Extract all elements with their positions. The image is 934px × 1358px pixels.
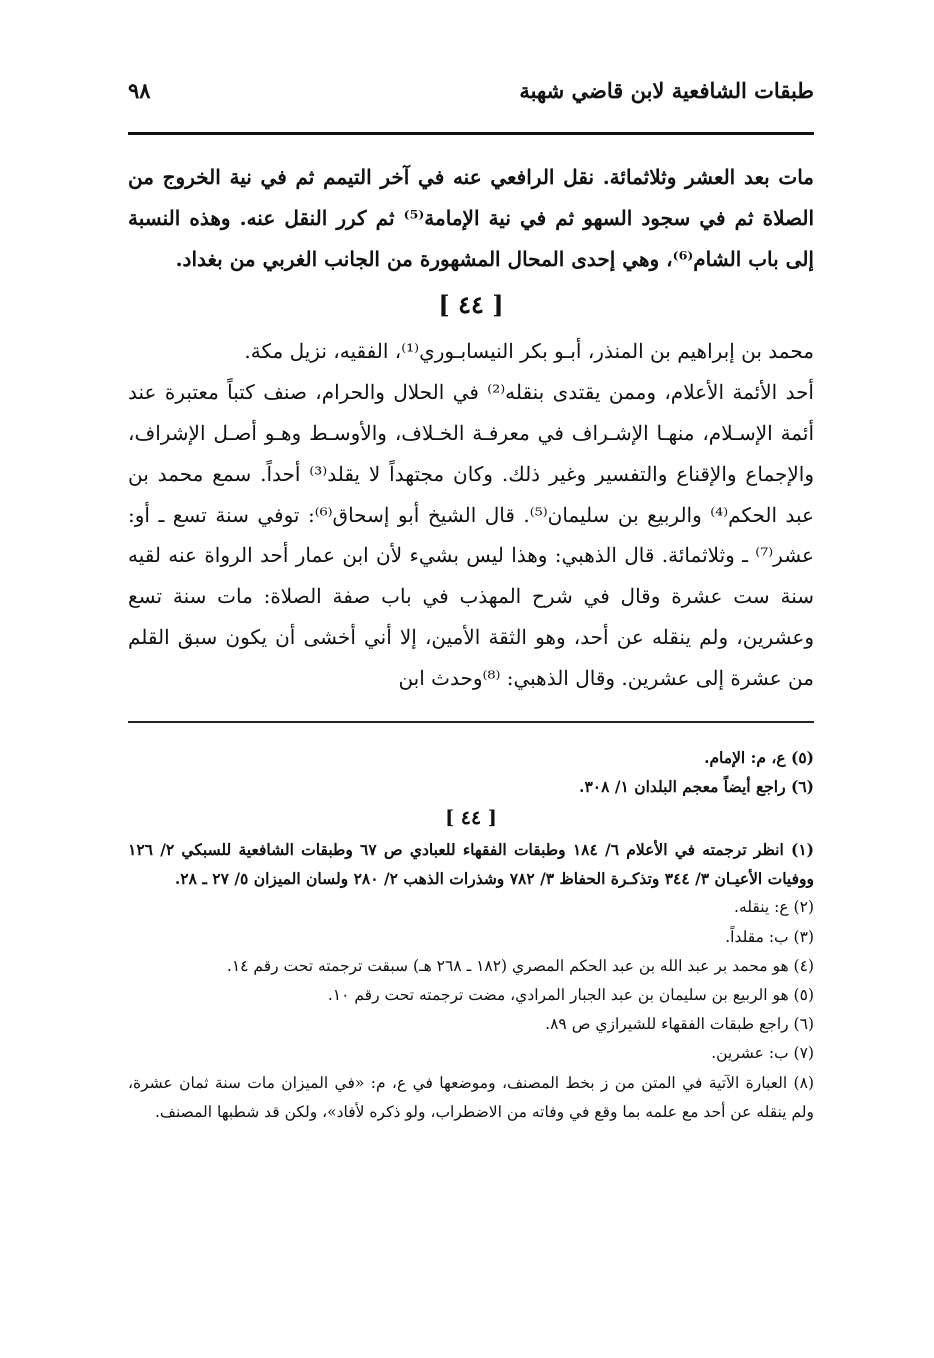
body-paragraph-continuation: مات بعد العشر وثلاثمائة. نقل الرافعي عنه في آخر التيمم ثم في نية الخروج من الصلاة ثم في سجود السهو ثم في نية الإمامة⁽⁵⁾ ثم كرر النقل عنه. وهذه النسبة إلى باب الشام⁽⁶⁾، وهي إحدى المحال المشهورة من الجانب الغربي من بغداد. — [128, 165, 814, 271]
footnote-item: (٦) راجع طبقات الفقهاء للشيرازي ص ٨٩. — [545, 1015, 814, 1034]
entry-opening-line: محمد بن إبراهيم بن المنذر، أبـو بكر النيسابـوري⁽¹⁾، الفقيه، نزيل مكة. — [244, 339, 814, 364]
footnote-entry-number: [ ٤٤ ] — [445, 806, 497, 829]
footnote-separator — [128, 721, 814, 723]
entry-body-paragraph: أحد الأئمة الأعلام، وممن يقتدى بنقله⁽²⁾ في الحلال والحرام، صنف كتباً معتبرة عند أئمة الإسـلام، منهـا الإشـراف في معرفـة الخـلاف، والأوسـط وهـو أصـل الإشراف، والإجماع والإقناع والتفسير وغير ذلك. وكان مجتهداً لا يقلد⁽³⁾ أحداً. سمع محمد بن عبد الحكم⁽⁴⁾ والربيع بن سليمان⁽⁵⁾. قال الشيخ أبو إسحاق⁽⁶⁾: توفي سنة تسع ـ أو: عشر⁽⁷⁾ ـ وثلاثمائة. قال الذهبي: وهذا ليس بشيء لأن ابن عمار أحد الرواة عنه لقيه سنة ست عشرة وقال في شرح المهذب في باب صفة الصلاة: مات سنة تسع وعشرين، ولم ينقله عن أحد، وهو الثقة الأمين، إلا أني أخشى أن يكون سبق القلم من عشرة إلى عشرين. وقال الذهبي: ⁽⁸⁾وحدث ابن — [128, 380, 815, 690]
footnote-item: (٤) هو محمد بر عبد الله بن عبد الحكم المصري (١٨٢ ـ ٢٦٨ هـ) سبقت ترجمته تحت رقم ١٤. — [226, 956, 814, 975]
footnote-item: (٨) العبارة الآتية في المتن من ز بخط المصنف، وموضعها في ع، م: «في الميزان مات سنة ثمان عشرة، ولم ينقله عن أحد مع علمه بما وقع في وفاته من الاضطراب، ولو ذكره لأفاد»، ولكن قد شطبها المصنف. — [128, 1073, 814, 1121]
entry-number-heading: [ ٤٤ ] — [438, 290, 504, 320]
footnotes-previous-entry — [128, 743, 814, 801]
footnote-item: (١) انظر ترجمته في الأعلام ٦/ ١٨٤ وطبقات الفقهاء للعبادي ص ٦٧ وطبقات الشافعية للسبكي ٢/ ١٢٦ ووفيات الأعيـان ٣/ ٣٤٤ وتذكـرة الحفاظ ٣/ ٧٨٢ وشذرات الذهب ٢/ ٢٨٠ ولسان الميزان ٥/ ٢٧ ـ ٢٨. — [128, 839, 815, 889]
footnote-item: (٥) ع، م: الإمام. — [704, 747, 814, 767]
book-page — [128, 78, 814, 1127]
footnotes-current-entry — [128, 835, 814, 1127]
footnote-item: (٦) راجع أيضاً معجم البلدان ١/ ٣٠٨. — [579, 776, 814, 796]
footnote-item: (٥) هو الربيع بن سليمان بن عبد الجبار المرادي، مضت ترجمته تحت رقم ١٠. — [327, 985, 814, 1004]
footnote-item: (٧) ب: عشرين. — [711, 1044, 814, 1063]
header-rule — [128, 132, 814, 135]
page-number: ٩٨ — [128, 78, 151, 103]
running-title: طبقات الشافعية لابن قاضي شهبة — [519, 78, 814, 103]
footnote-item: (٣) ب: مقلداً. — [725, 927, 814, 946]
footnote-item: (٢) ع: ينقله. — [734, 898, 814, 917]
page-header — [128, 78, 814, 122]
